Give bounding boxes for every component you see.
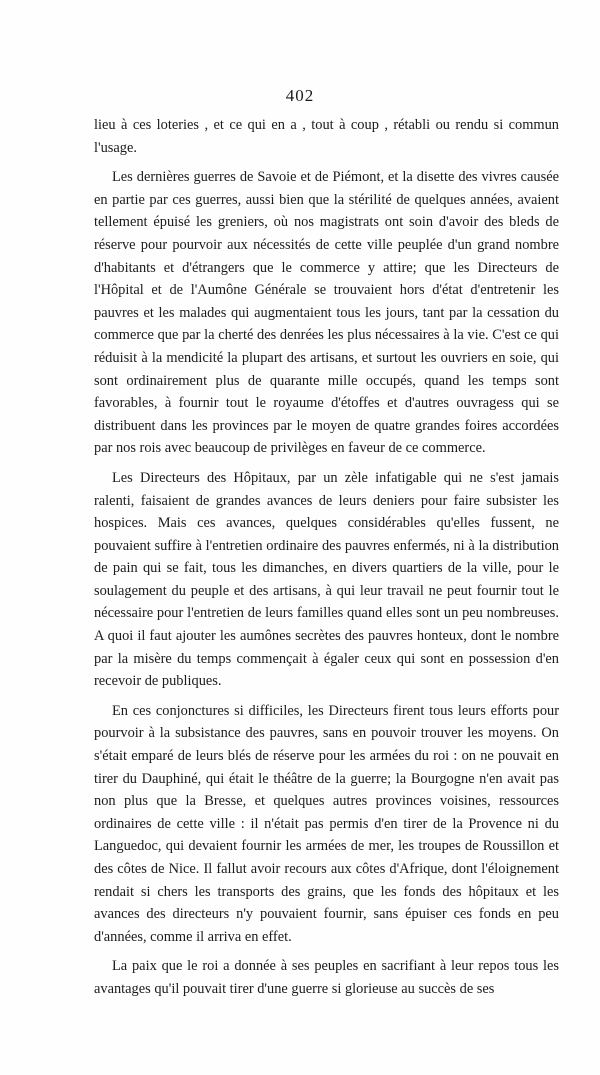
body-text bbox=[94, 114, 559, 1001]
page-number: 402 bbox=[285, 86, 315, 105]
paragraph: Les dernières guerres de Savoie et de Piémont, et la disette des vivres causée en partie par ces guerres, aussi bien que la stérilité de quelques années, avaient tellement épuisé les greniers, où nos magistrats ont soin d'avoir des bleds de réserve pour pourvoir aux nécessités de cette ville peuplée d'un grand nombre d'habitants et d'étrangers que le commerce y attire; que les Directeurs de l'Hôpital et de l'Aumône Générale se trouvaient hors d'état d'entretenir les pauvres et les malades qui augmentaient tous les jours, tant par la cessation du commerce que par la cherté des denrées les plus nécessaires à la vie. C'est ce qui réduisit à la mendicité la plupart des artisans, et surtout les ouvriers en soie, qui sont ordinairement plus de quarante mille occupés, quand les temps sont favorables, à fournir tout le royaume d'étoffes et d'autres ouvragess qui se distribuent dans les provinces par le moyen de quatre grandes foires accordées par nos rois avec beaucoup de privilèges en faveur de ce commerce. bbox=[94, 169, 559, 457]
paragraph: La paix que le roi a donnée à ses peuples en sacrifiant à leur repos tous les avantages qu'il pouvait tirer d'une guerre si glorieuse au succès de ses bbox=[94, 958, 559, 997]
paragraph: En ces conjonctures si difficiles, les Directeurs firent tous leurs efforts pour pourvoir à la subsistance des pauvres, sans en pouvoir trouver les moyens. On s'était emparé de leurs blés de réserve pour les armées du roi : on ne pouvait en tirer du Dauphiné, qui était le théâtre de la guerre; la Bourgogne n'en avait pas non plus que la Bresse, et quelques autres provinces voisines, ressources ordinaires de cette ville : il n'était pas permis d'en tirer de la Provence ni du Languedoc, qui devaient fournir les armées de mer, les troupes de Roussillon et des côtes de Nice. Il fallut avoir recours aux côtes d'Afrique, dont l'éloignement rendait si chers les transports des grains, que les fonds des hôpitaux et les avances des directeurs n'y pouvaient fournir, sans épuiser ces fonds en peu d'années, comme il arriva en effet. bbox=[94, 702, 559, 945]
paragraph: lieu à ces loteries , et ce qui en a , tout à coup , rétabli ou rendu si commun l'usage. bbox=[94, 117, 559, 156]
paragraph: Les Directeurs des Hôpitaux, par un zèle infatigable qui ne s'est jamais ralenti, faisaient de grandes avances de leurs deniers pour faire subsister les hospices. Mais ces avances, quelques considérables qu'elles fussent, ne pouvaient suffire à l'entretien ordinaire des pauvres enfermés, ni à la distribution de pain qui se fait, tous les dimanches, en divers quartiers de la ville, pour le soulagement du peuple et des artisans, à qui leur travail ne peut fournir tout le nécessaire pour l'entretien de leurs familles quand elles sont un peu nombreuses. A quoi il faut ajouter les aumônes secrètes des pauvres honteux, dont le nombre par la misère du temps commençait à égaler ceux qui sont en possession d'en recevoir de publiques. bbox=[94, 469, 559, 690]
